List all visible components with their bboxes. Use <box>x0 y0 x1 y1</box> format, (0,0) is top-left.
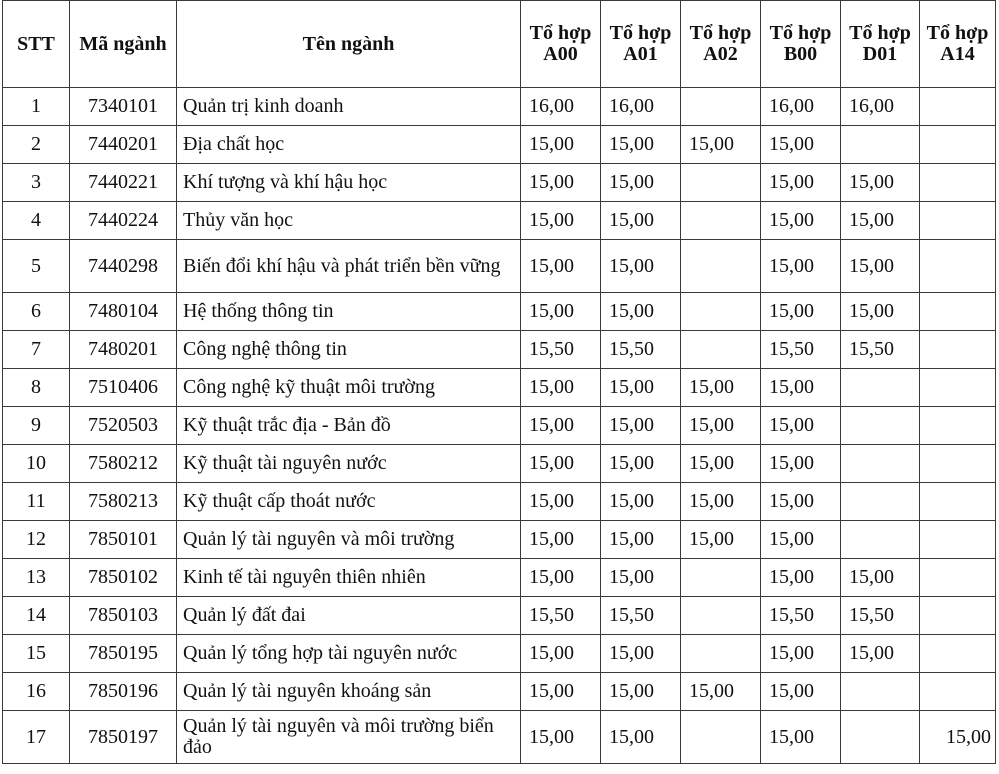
cell-score: 15,50 <box>601 597 681 635</box>
table-row <box>3 293 996 331</box>
cell-score <box>920 88 996 126</box>
cell-score: 15,00 <box>521 202 601 240</box>
cell-score: 15,50 <box>841 331 920 369</box>
cell-score: 15,00 <box>601 483 681 521</box>
cell-score: 15,00 <box>761 369 841 407</box>
cell-major-name: Kinh tế tài nguyên thiên nhiên <box>177 559 521 597</box>
header-code: Mã ngành <box>70 1 177 88</box>
table-row <box>3 483 996 521</box>
cell-major-code: 7440221 <box>70 164 177 202</box>
cell-major-name: Quản lý tổng hợp tài nguyên nước <box>177 635 521 673</box>
header-name: Tên ngành <box>177 1 521 88</box>
cell-stt: 6 <box>3 293 70 331</box>
cell-score: 15,50 <box>761 597 841 635</box>
cell-score: 15,00 <box>841 164 920 202</box>
cell-stt: 16 <box>3 673 70 711</box>
cell-score: 15,00 <box>841 635 920 673</box>
cell-score: 15,00 <box>521 293 601 331</box>
cell-major-name: Khí tượng và khí hậu học <box>177 164 521 202</box>
cell-score: 15,00 <box>521 445 601 483</box>
table-row <box>3 202 996 240</box>
cell-major-code: 7440298 <box>70 240 177 293</box>
header-group-a01: Tổ hợp A01 <box>601 1 681 88</box>
cell-score <box>841 445 920 483</box>
cell-score: 15,00 <box>841 293 920 331</box>
cell-score: 15,00 <box>761 521 841 559</box>
cell-score: 15,00 <box>681 369 761 407</box>
cell-score: 15,00 <box>521 521 601 559</box>
cell-score: 15,00 <box>521 483 601 521</box>
cell-score: 15,00 <box>761 445 841 483</box>
cell-score <box>920 331 996 369</box>
cell-score <box>920 240 996 293</box>
cell-score <box>920 126 996 164</box>
cell-score: 15,00 <box>601 673 681 711</box>
cell-major-code: 7850195 <box>70 635 177 673</box>
cell-stt: 11 <box>3 483 70 521</box>
cell-stt: 15 <box>3 635 70 673</box>
cell-score: 15,00 <box>601 202 681 240</box>
cell-score <box>920 559 996 597</box>
cell-score: 15,00 <box>841 202 920 240</box>
cell-score <box>920 164 996 202</box>
table-row <box>3 445 996 483</box>
cell-score: 15,00 <box>761 635 841 673</box>
cell-major-code: 7480201 <box>70 331 177 369</box>
cell-score <box>681 331 761 369</box>
cell-score: 15,00 <box>681 407 761 445</box>
cell-score <box>920 673 996 711</box>
cell-score: 16,00 <box>841 88 920 126</box>
cell-score: 15,00 <box>601 711 681 764</box>
cell-score: 15,00 <box>521 126 601 164</box>
cell-score: 15,50 <box>521 331 601 369</box>
cell-score <box>920 483 996 521</box>
cell-major-code: 7440224 <box>70 202 177 240</box>
cell-score <box>920 635 996 673</box>
table-header-row <box>3 1 996 88</box>
cell-score: 15,00 <box>920 711 996 764</box>
cell-score: 15,00 <box>601 407 681 445</box>
cell-stt: 4 <box>3 202 70 240</box>
cell-score: 15,00 <box>521 369 601 407</box>
cell-major-code: 7510406 <box>70 369 177 407</box>
cell-major-name: Kỹ thuật cấp thoát nước <box>177 483 521 521</box>
cell-score <box>920 202 996 240</box>
cell-stt: 14 <box>3 597 70 635</box>
cell-score: 16,00 <box>521 88 601 126</box>
cell-major-name: Thủy văn học <box>177 202 521 240</box>
cell-score: 15,00 <box>521 711 601 764</box>
table-body <box>3 88 996 764</box>
cell-major-code: 7340101 <box>70 88 177 126</box>
cell-stt: 7 <box>3 331 70 369</box>
cell-score: 16,00 <box>601 88 681 126</box>
cell-score: 15,00 <box>681 521 761 559</box>
cell-major-code: 7440201 <box>70 126 177 164</box>
cell-stt: 2 <box>3 126 70 164</box>
cell-major-code: 7850101 <box>70 521 177 559</box>
header-group-a02: Tổ hợp A02 <box>681 1 761 88</box>
cell-score: 15,00 <box>761 126 841 164</box>
cell-score <box>920 293 996 331</box>
cell-major-code: 7850102 <box>70 559 177 597</box>
cell-score <box>920 369 996 407</box>
cell-score <box>841 673 920 711</box>
table-row <box>3 521 996 559</box>
cell-score: 15,00 <box>521 673 601 711</box>
cell-major-name: Địa chất học <box>177 126 521 164</box>
cell-score: 15,00 <box>761 202 841 240</box>
cell-score <box>681 202 761 240</box>
cell-score: 15,00 <box>761 407 841 445</box>
cell-score <box>681 559 761 597</box>
cell-score: 16,00 <box>761 88 841 126</box>
cell-score: 15,00 <box>601 635 681 673</box>
cell-score: 15,00 <box>841 240 920 293</box>
cell-score: 15,00 <box>601 369 681 407</box>
table-row <box>3 407 996 445</box>
cell-major-name: Công nghệ thông tin <box>177 331 521 369</box>
cell-major-name: Quản lý tài nguyên khoáng sản <box>177 673 521 711</box>
table-row <box>3 597 996 635</box>
cell-score: 15,00 <box>521 164 601 202</box>
cell-major-name: Công nghệ kỹ thuật môi trường <box>177 369 521 407</box>
cell-score: 15,00 <box>761 240 841 293</box>
table-row <box>3 240 996 293</box>
cell-score <box>841 521 920 559</box>
cell-score: 15,50 <box>521 597 601 635</box>
cell-score: 15,00 <box>761 559 841 597</box>
table-row <box>3 635 996 673</box>
table-row <box>3 673 996 711</box>
cell-stt: 12 <box>3 521 70 559</box>
cell-score: 15,00 <box>841 559 920 597</box>
cell-score: 15,00 <box>601 521 681 559</box>
cell-score <box>681 164 761 202</box>
cell-major-code: 7850197 <box>70 711 177 764</box>
cell-major-code: 7480104 <box>70 293 177 331</box>
cell-score: 15,00 <box>601 559 681 597</box>
cell-score <box>841 483 920 521</box>
cell-major-name: Quản lý tài nguyên và môi trường biển đảo <box>177 711 521 764</box>
table-row <box>3 88 996 126</box>
cell-major-name: Biến đổi khí hậu và phát triển bền vững <box>177 240 521 293</box>
header-group-b00: Tổ hợp B00 <box>761 1 841 88</box>
cell-score: 15,00 <box>761 164 841 202</box>
table-row <box>3 126 996 164</box>
cell-stt: 9 <box>3 407 70 445</box>
cell-major-code: 7850103 <box>70 597 177 635</box>
cell-stt: 17 <box>3 711 70 764</box>
cell-score: 15,50 <box>761 331 841 369</box>
cell-major-name: Quản lý tài nguyên và môi trường <box>177 521 521 559</box>
cell-score: 15,00 <box>761 293 841 331</box>
cell-score <box>920 445 996 483</box>
cell-score <box>920 407 996 445</box>
cell-stt: 8 <box>3 369 70 407</box>
cell-score <box>841 369 920 407</box>
header-group-d01: Tổ hợp D01 <box>841 1 920 88</box>
cell-stt: 10 <box>3 445 70 483</box>
cell-stt: 5 <box>3 240 70 293</box>
cell-score <box>920 521 996 559</box>
cell-score <box>681 597 761 635</box>
table-row <box>3 559 996 597</box>
admission-score-table <box>2 0 996 764</box>
cell-major-code: 7520503 <box>70 407 177 445</box>
cell-score <box>681 88 761 126</box>
cell-score: 15,50 <box>601 331 681 369</box>
cell-major-name: Quản trị kinh doanh <box>177 88 521 126</box>
cell-major-code: 7850196 <box>70 673 177 711</box>
cell-score: 15,00 <box>681 445 761 483</box>
cell-score: 15,00 <box>601 293 681 331</box>
cell-score: 15,00 <box>681 126 761 164</box>
table-row <box>3 711 996 764</box>
header-group-a00: Tổ hợp A00 <box>521 1 601 88</box>
cell-score <box>681 635 761 673</box>
cell-major-name: Quản lý đất đai <box>177 597 521 635</box>
header-group-a14: Tổ hợp A14 <box>920 1 996 88</box>
cell-score: 15,00 <box>761 711 841 764</box>
cell-score <box>681 711 761 764</box>
cell-score: 15,00 <box>601 445 681 483</box>
cell-score: 15,00 <box>761 673 841 711</box>
cell-score: 15,00 <box>761 483 841 521</box>
header-stt: STT <box>3 1 70 88</box>
cell-stt: 3 <box>3 164 70 202</box>
cell-score: 15,00 <box>681 673 761 711</box>
cell-score <box>841 407 920 445</box>
table-row <box>3 331 996 369</box>
cell-score: 15,00 <box>601 126 681 164</box>
cell-score <box>681 293 761 331</box>
cell-score: 15,00 <box>521 635 601 673</box>
cell-major-code: 7580212 <box>70 445 177 483</box>
cell-major-name: Hệ thống thông tin <box>177 293 521 331</box>
cell-stt: 13 <box>3 559 70 597</box>
cell-score <box>841 711 920 764</box>
cell-score: 15,00 <box>681 483 761 521</box>
table-row <box>3 164 996 202</box>
cell-score: 15,00 <box>521 559 601 597</box>
cell-score: 15,00 <box>521 407 601 445</box>
cell-score: 15,00 <box>601 240 681 293</box>
cell-major-name: Kỹ thuật trắc địa - Bản đồ <box>177 407 521 445</box>
table-row <box>3 369 996 407</box>
cell-stt: 1 <box>3 88 70 126</box>
cell-score: 15,50 <box>841 597 920 635</box>
cell-major-name: Kỹ thuật tài nguyên nước <box>177 445 521 483</box>
cell-score: 15,00 <box>601 164 681 202</box>
cell-score <box>681 240 761 293</box>
cell-score <box>841 126 920 164</box>
cell-major-code: 7580213 <box>70 483 177 521</box>
cell-score <box>920 597 996 635</box>
cell-score: 15,00 <box>521 240 601 293</box>
